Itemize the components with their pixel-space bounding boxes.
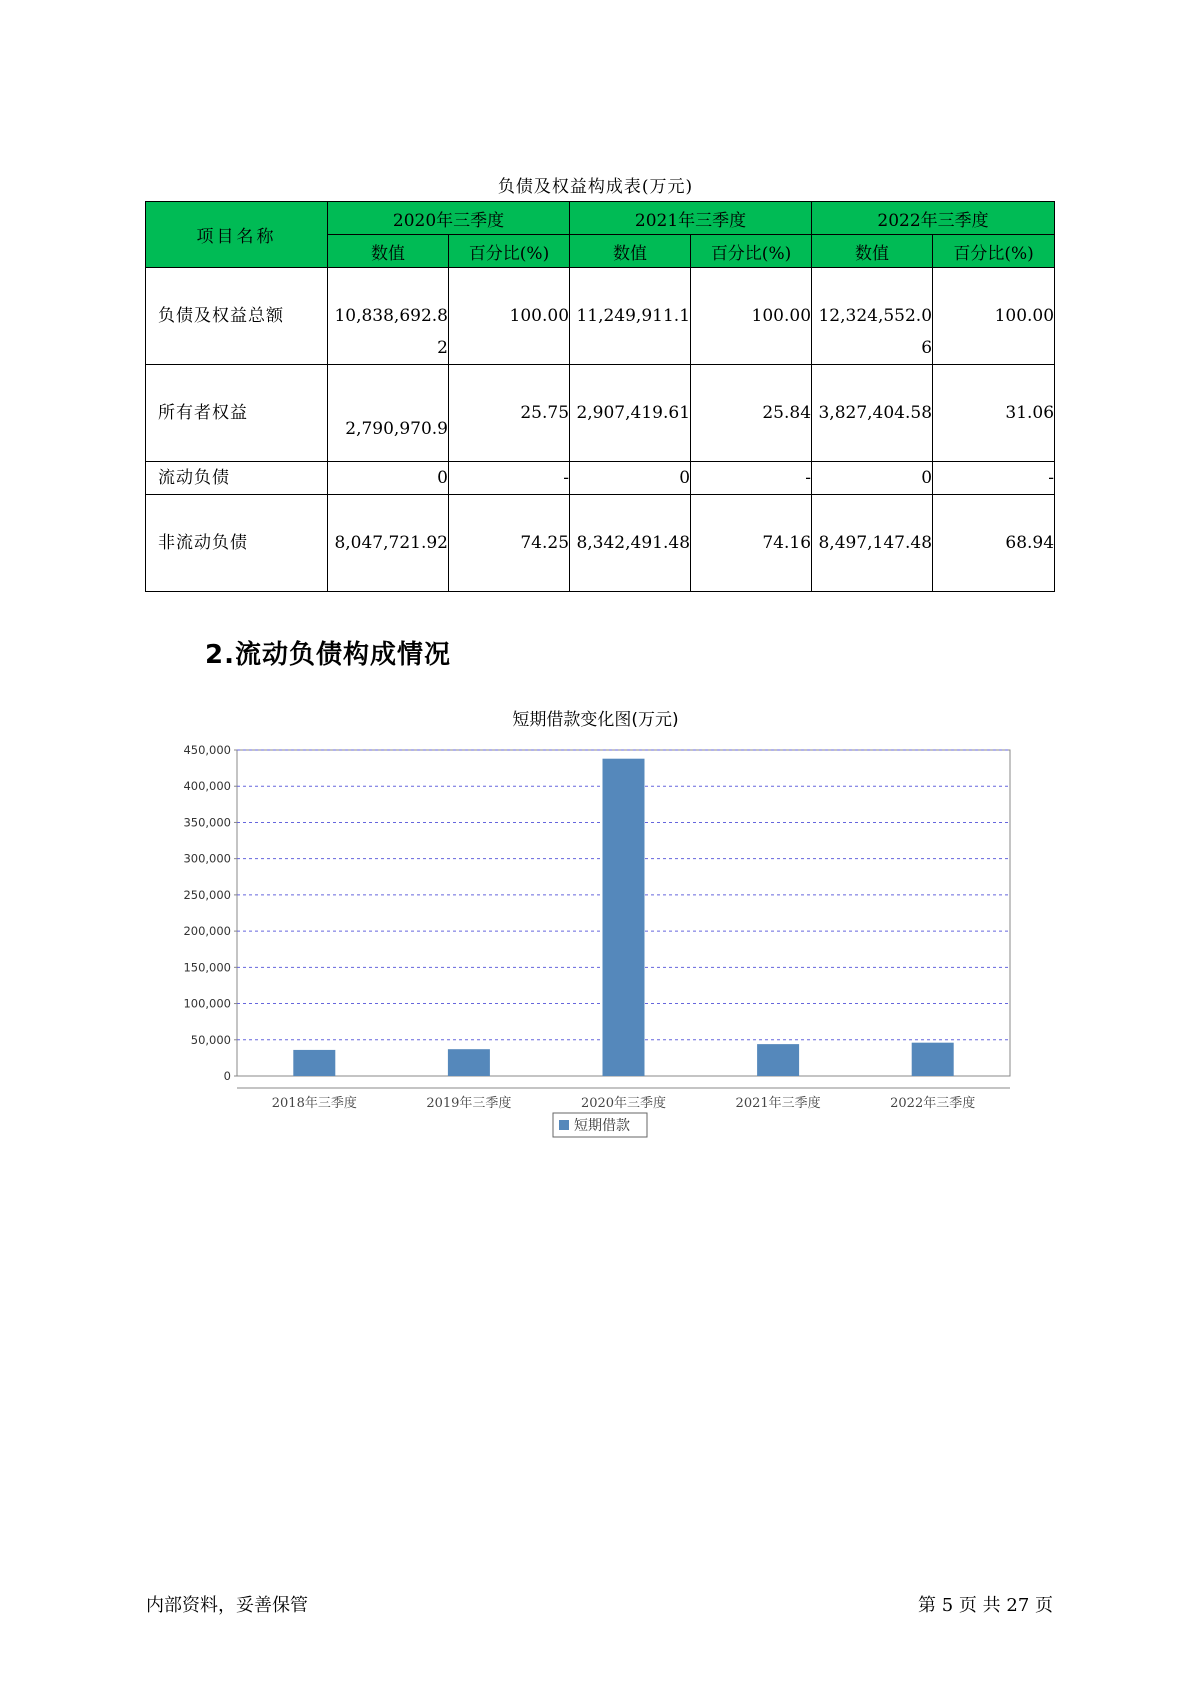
table-cell: 0 [328, 462, 449, 495]
y-tick-label: 350,000 [183, 815, 231, 830]
bar [912, 1043, 954, 1076]
table-row [146, 365, 1055, 462]
footer-confidential-note: 内部资料，妥善保管 [146, 1595, 308, 1616]
table-cell: - [449, 462, 570, 495]
x-tick-label: 2019年三季度 [426, 1096, 512, 1111]
y-tick-label: 50,000 [190, 1032, 231, 1047]
y-tick-label: 250,000 [183, 887, 231, 902]
header-value: 数值 [570, 235, 691, 268]
row-label: 流动负债 [146, 462, 328, 495]
table-cell: 8,047,721.92 [328, 495, 449, 592]
table-cell: 12,324,552.06 [812, 268, 933, 365]
header-percent: 百分比(%) [449, 235, 570, 268]
table-cell: 25.84 [691, 365, 812, 462]
table-cell: - [691, 462, 812, 495]
table-cell: 100.00 [449, 268, 570, 365]
table-cell: 8,342,491.48 [570, 495, 691, 592]
table-cell: 74.16 [691, 495, 812, 592]
y-tick-label: 150,000 [183, 960, 231, 975]
legend-label: 短期借款 [574, 1118, 630, 1134]
y-tick-label: 100,000 [183, 996, 231, 1011]
y-tick-label: 200,000 [183, 924, 231, 939]
table-cell: 68.94 [933, 495, 1055, 592]
liabilities-equity-table [145, 201, 1055, 592]
header-period: 2020年三季度 [328, 202, 570, 235]
x-tick-label: 2018年三季度 [271, 1096, 357, 1111]
header-item-name: 项目名称 [146, 202, 328, 268]
table-cell: 0 [570, 462, 691, 495]
table-cell: 3,827,404.58 [812, 365, 933, 462]
y-tick-label: 0 [223, 1069, 231, 1083]
table-cell: 8,497,147.48 [812, 495, 933, 592]
y-tick-label: 400,000 [183, 779, 231, 794]
table-cell: 0 [812, 462, 933, 495]
row-label: 负债及权益总额 [146, 268, 328, 365]
header-value: 数值 [328, 235, 449, 268]
bar [757, 1044, 799, 1076]
legend-swatch [559, 1120, 569, 1130]
x-tick-label: 2020年三季度 [580, 1096, 667, 1111]
x-tick-label: 2021年三季度 [735, 1096, 821, 1111]
table-row [146, 495, 1055, 592]
header-period: 2021年三季度 [570, 202, 812, 235]
table-cell: 25.75 [449, 365, 570, 462]
table-row [146, 268, 1055, 365]
x-tick-label: 2022年三季度 [890, 1096, 976, 1111]
table-cell: 74.25 [449, 495, 570, 592]
bar [603, 759, 645, 1076]
section-title: 2.流动负债构成情况 [205, 640, 451, 670]
table-caption: 负债及权益构成表(万元) [497, 177, 694, 197]
table-cell: 11,249,911.1 [570, 268, 691, 365]
table-cell: - [933, 462, 1055, 495]
row-label: 非流动负债 [146, 495, 328, 592]
table-cell: 31.06 [933, 365, 1055, 462]
table-cell: 100.00 [691, 268, 812, 365]
row-label: 所有者权益 [146, 365, 328, 462]
table-row [146, 462, 1055, 495]
y-tick-label: 300,000 [183, 851, 231, 866]
table-cell: 100.00 [933, 268, 1055, 365]
y-tick-label: 450,000 [183, 743, 231, 757]
header-percent: 百分比(%) [933, 235, 1055, 268]
header-percent: 百分比(%) [691, 235, 812, 268]
short-term-loan-bar-chart [150, 738, 1030, 1158]
bar [448, 1049, 490, 1076]
header-period: 2022年三季度 [812, 202, 1055, 235]
table-cell: 10,838,692.82 [328, 268, 449, 365]
chart-title: 短期借款变化图(万元) [512, 710, 679, 730]
bar [293, 1050, 335, 1076]
header-value: 数值 [812, 235, 933, 268]
table-cell: 2,907,419.61 [570, 365, 691, 462]
footer-page-number: 第 5 页 共 27 页 [918, 1595, 1053, 1616]
table-cell: 2,790,970.9 [328, 365, 449, 462]
